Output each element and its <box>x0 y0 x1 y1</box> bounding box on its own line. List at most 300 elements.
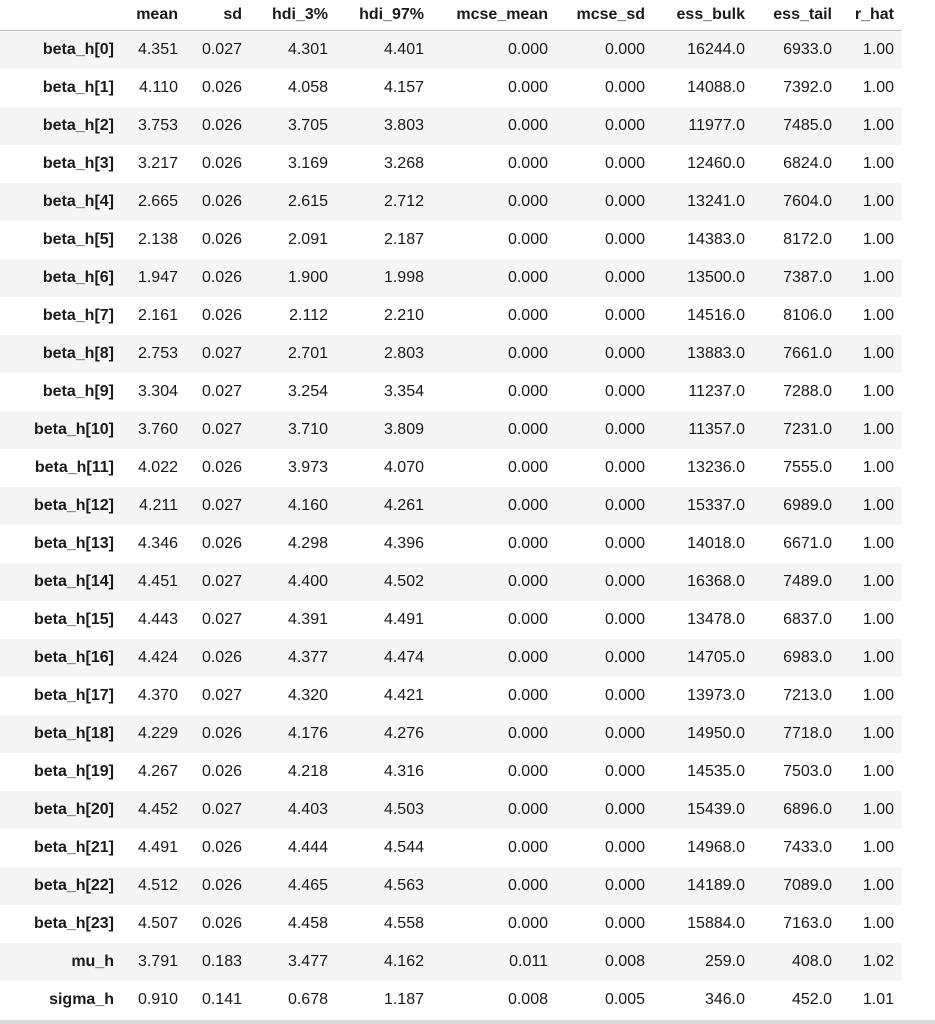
table-cell: 0.000 <box>507 193 548 210</box>
table-cell: 1.00 <box>862 79 894 96</box>
table-cell: 3.803 <box>383 117 424 134</box>
table-cell: 4.162 <box>383 953 424 970</box>
table-cell: 452.0 <box>791 991 832 1008</box>
table-cell: 0.027 <box>201 383 242 400</box>
table-cell: 3.477 <box>287 953 328 970</box>
table-cell: 1.187 <box>383 991 424 1008</box>
table-cell: 0.000 <box>604 155 645 172</box>
table-cell: 4.474 <box>383 649 424 666</box>
table-cell: 4.563 <box>383 877 424 894</box>
table-row <box>0 31 902 70</box>
table-cell: 13241.0 <box>687 193 745 210</box>
table-cell: 4.465 <box>287 877 328 894</box>
table-cell: 0.678 <box>287 991 328 1008</box>
row-label: beta_h[6] <box>42 269 114 286</box>
table-row <box>0 905 902 943</box>
table-cell: 2.187 <box>383 231 424 248</box>
table-cell: 2.712 <box>383 193 424 210</box>
table-cell: 6896.0 <box>783 801 832 818</box>
table-row <box>0 373 902 411</box>
table-row <box>0 221 902 259</box>
table-cell: 1.00 <box>862 193 894 210</box>
table-cell: 0.000 <box>604 839 645 856</box>
table-cell: 4.229 <box>137 725 178 742</box>
table-row <box>0 259 902 297</box>
table-cell: 4.443 <box>137 611 178 628</box>
table-cell: 0.000 <box>507 725 548 742</box>
table-cell: 1.00 <box>862 611 894 628</box>
table-cell: 6989.0 <box>783 497 832 514</box>
table-cell: 14088.0 <box>687 79 745 96</box>
bottom-divider <box>0 1020 935 1024</box>
table-cell: 1.998 <box>383 269 424 286</box>
table-cell: 0.000 <box>507 41 548 58</box>
table-cell: 0.000 <box>507 117 548 134</box>
table-row <box>0 601 902 639</box>
table-cell: 6824.0 <box>783 155 832 172</box>
table-cell: 7555.0 <box>783 459 832 476</box>
table-cell: 11357.0 <box>688 421 745 438</box>
table-cell: 0.000 <box>604 193 645 210</box>
table-cell: 0.000 <box>507 155 548 172</box>
table-cell: 1.947 <box>137 269 178 286</box>
table-cell: 2.803 <box>383 345 424 362</box>
table-cell: 0.027 <box>201 345 242 362</box>
table-cell: 0.000 <box>507 763 548 780</box>
table-cell: 2.701 <box>287 345 328 362</box>
table-cell: 0.000 <box>507 801 548 818</box>
table-cell: 0.000 <box>507 687 548 704</box>
table-cell: 0.011 <box>509 953 548 970</box>
table-row <box>0 335 902 373</box>
row-label: beta_h[19] <box>33 763 114 780</box>
table-cell: 0.000 <box>507 573 548 590</box>
table-cell: 6837.0 <box>783 611 832 628</box>
row-label: beta_h[9] <box>42 383 114 400</box>
table-cell: 0.000 <box>604 117 645 134</box>
table-row <box>0 411 902 449</box>
table-cell: 0.000 <box>507 649 548 666</box>
table-cell: 14383.0 <box>687 231 745 248</box>
table-cell: 0.000 <box>507 877 548 894</box>
table-cell: 4.160 <box>287 497 328 514</box>
table-cell: 2.138 <box>137 231 178 248</box>
table-cell: 4.261 <box>383 497 424 514</box>
table-cell: 14950.0 <box>687 725 745 742</box>
table-cell: 0.000 <box>507 535 548 552</box>
table-cell: 3.304 <box>137 383 178 400</box>
table-cell: 8106.0 <box>783 307 832 324</box>
row-label: beta_h[16] <box>33 649 114 666</box>
table-cell: 0.026 <box>201 915 242 932</box>
table-cell: 4.276 <box>383 725 424 742</box>
column-header-mcse-mean: mcse_mean <box>432 0 556 31</box>
table-cell: 14535.0 <box>687 763 745 780</box>
table-cell: 1.00 <box>862 269 894 286</box>
row-label: beta_h[7] <box>42 307 114 324</box>
row-label: beta_h[13] <box>33 535 114 552</box>
table-cell: 3.217 <box>137 155 178 172</box>
row-label: beta_h[18] <box>33 725 114 742</box>
table-cell: 0.000 <box>507 421 548 438</box>
column-header-ess-tail: ess_tail <box>753 0 840 31</box>
table-cell: 7718.0 <box>783 725 832 742</box>
table-cell: 0.000 <box>507 497 548 514</box>
table-cell: 13883.0 <box>687 345 745 362</box>
table-cell: 2.615 <box>287 193 328 210</box>
table-row <box>0 715 902 753</box>
table-row <box>0 449 902 487</box>
table-cell: 0.000 <box>604 801 645 818</box>
table-cell: 4.176 <box>287 725 328 742</box>
table-cell: 3.791 <box>137 953 178 970</box>
table-cell: 1.00 <box>862 801 894 818</box>
row-label: beta_h[15] <box>33 611 114 628</box>
table-cell: 1.00 <box>862 649 894 666</box>
table-cell: 0.000 <box>604 877 645 894</box>
table-cell: 8172.0 <box>783 231 832 248</box>
row-label: beta_h[3] <box>42 155 114 172</box>
table-cell: 1.00 <box>862 231 894 248</box>
table-cell: 11237.0 <box>688 383 745 400</box>
table-cell: 4.320 <box>287 687 328 704</box>
table-cell: 0.026 <box>201 877 242 894</box>
table-row <box>0 183 902 221</box>
table-cell: 0.027 <box>201 497 242 514</box>
column-header-ess-bulk: ess_bulk <box>653 0 753 31</box>
column-header-sd: sd <box>186 0 250 31</box>
table-cell: 1.00 <box>862 459 894 476</box>
table-cell: 1.00 <box>862 763 894 780</box>
table-cell: 3.809 <box>383 421 424 438</box>
table-cell: 0.026 <box>201 79 242 96</box>
table-cell: 1.00 <box>862 383 894 400</box>
table-cell: 1.00 <box>862 345 894 362</box>
table-cell: 7089.0 <box>783 877 832 894</box>
table-cell: 0.000 <box>604 269 645 286</box>
table-cell: 15439.0 <box>687 801 745 818</box>
table-cell: 4.370 <box>137 687 178 704</box>
table-cell: 0.026 <box>201 459 242 476</box>
table-cell: 4.403 <box>287 801 328 818</box>
table-cell: 0.026 <box>201 231 242 248</box>
table-cell: 7387.0 <box>783 269 832 286</box>
table-cell: 0.026 <box>201 117 242 134</box>
table-cell: 4.110 <box>139 79 178 96</box>
table-cell: 6933.0 <box>783 41 832 58</box>
table-cell: 4.267 <box>137 763 178 780</box>
table-cell: 346.0 <box>704 991 745 1008</box>
table-cell: 1.00 <box>862 307 894 324</box>
table-cell: 1.00 <box>862 839 894 856</box>
table-cell: 4.400 <box>287 573 328 590</box>
table-cell: 0.000 <box>604 421 645 438</box>
table-cell: 7288.0 <box>783 383 832 400</box>
table-cell: 2.753 <box>137 345 178 362</box>
row-label: beta_h[2] <box>42 117 114 134</box>
table-cell: 4.491 <box>137 839 178 856</box>
table-cell: 7433.0 <box>783 839 832 856</box>
table-cell: 1.00 <box>862 687 894 704</box>
table-cell: 0.026 <box>201 307 242 324</box>
table-cell: 6983.0 <box>783 649 832 666</box>
table-cell: 4.070 <box>383 459 424 476</box>
table-cell: 4.377 <box>287 649 328 666</box>
table-cell: 3.710 <box>287 421 328 438</box>
table-cell: 4.346 <box>137 535 178 552</box>
table-cell: 0.000 <box>507 345 548 362</box>
table-row <box>0 525 902 563</box>
table-cell: 0.000 <box>604 573 645 590</box>
table-cell: 7489.0 <box>783 573 832 590</box>
table-cell: 7604.0 <box>783 193 832 210</box>
table-cell: 7661.0 <box>783 345 832 362</box>
table-cell: 4.351 <box>137 41 178 58</box>
table-cell: 0.000 <box>604 497 645 514</box>
table-cell: 0.027 <box>201 41 242 58</box>
table-cell: 3.760 <box>137 421 178 438</box>
table-cell: 0.026 <box>201 269 242 286</box>
table-cell: 259.0 <box>704 953 745 970</box>
table-cell: 1.00 <box>862 421 894 438</box>
row-label: beta_h[4] <box>42 193 114 210</box>
table-cell: 0.026 <box>201 649 242 666</box>
table-cell: 4.558 <box>383 915 424 932</box>
row-label: beta_h[17] <box>33 687 114 704</box>
table-cell: 1.00 <box>862 573 894 590</box>
table-cell: 0.000 <box>604 79 645 96</box>
table-cell: 0.008 <box>507 991 548 1008</box>
table-cell: 0.183 <box>201 953 242 970</box>
table-row <box>0 829 902 867</box>
table-cell: 16244.0 <box>687 41 745 58</box>
table-cell: 2.112 <box>289 307 328 324</box>
table-cell: 7485.0 <box>783 117 832 134</box>
table-cell: 0.000 <box>507 79 548 96</box>
table-cell: 13236.0 <box>687 459 745 476</box>
table-cell: 7213.0 <box>783 687 832 704</box>
table-cell: 3.169 <box>287 155 328 172</box>
table-cell: 3.753 <box>137 117 178 134</box>
table-row <box>0 943 902 981</box>
table-row <box>0 297 902 335</box>
table-cell: 4.424 <box>137 649 178 666</box>
table-cell: 4.491 <box>383 611 424 628</box>
table-cell: 0.000 <box>604 345 645 362</box>
table-row <box>0 867 902 905</box>
table-cell: 3.254 <box>287 383 328 400</box>
table-cell: 0.000 <box>604 611 645 628</box>
table-header <box>0 0 902 31</box>
column-header-hdi-97-: hdi_97% <box>336 0 432 31</box>
index-header <box>0 0 122 31</box>
table-cell: 1.00 <box>862 117 894 134</box>
table-cell: 13478.0 <box>687 611 745 628</box>
header-row <box>0 0 902 31</box>
table-row <box>0 145 902 183</box>
column-header-mean: mean <box>122 0 186 31</box>
table-cell: 4.058 <box>287 79 328 96</box>
table-cell: 0.000 <box>604 383 645 400</box>
table-cell: 0.000 <box>604 307 645 324</box>
table-cell: 14705.0 <box>687 649 745 666</box>
table-cell: 4.458 <box>287 915 328 932</box>
table-cell: 4.022 <box>137 459 178 476</box>
table-cell: 11977.0 <box>688 117 745 134</box>
table-cell: 7231.0 <box>783 421 832 438</box>
table-cell: 0.000 <box>604 763 645 780</box>
column-header-r-hat: r_hat <box>840 0 902 31</box>
column-header-hdi-3-: hdi_3% <box>250 0 336 31</box>
table-cell: 1.00 <box>862 915 894 932</box>
table-cell: 13500.0 <box>687 269 745 286</box>
table-cell: 4.502 <box>383 573 424 590</box>
table-cell: 4.444 <box>287 839 328 856</box>
table-row <box>0 69 902 107</box>
table-cell: 0.000 <box>507 383 548 400</box>
row-label: sigma_h <box>49 991 114 1008</box>
table-row <box>0 563 902 601</box>
table-cell: 3.268 <box>383 155 424 172</box>
table-cell: 7392.0 <box>783 79 832 96</box>
table-cell: 0.000 <box>604 459 645 476</box>
table-cell: 0.000 <box>604 231 645 248</box>
table-cell: 4.401 <box>383 41 424 58</box>
table-cell: 0.027 <box>201 421 242 438</box>
table-cell: 7503.0 <box>783 763 832 780</box>
table-cell: 0.027 <box>201 611 242 628</box>
table-cell: 4.157 <box>383 79 424 96</box>
row-label: beta_h[23] <box>33 915 114 932</box>
table-cell: 0.026 <box>201 839 242 856</box>
column-header-mcse-sd: mcse_sd <box>556 0 653 31</box>
table-cell: 4.396 <box>383 535 424 552</box>
row-label: beta_h[5] <box>42 231 114 248</box>
table-row <box>0 753 902 791</box>
table-cell: 0.000 <box>507 915 548 932</box>
table-row <box>0 981 902 1019</box>
row-label: beta_h[1] <box>42 79 114 96</box>
table-cell: 0.027 <box>201 573 242 590</box>
table-cell: 0.141 <box>201 991 242 1008</box>
row-label: beta_h[21] <box>33 839 114 856</box>
table-cell: 0.000 <box>604 535 645 552</box>
row-label: beta_h[14] <box>33 573 114 590</box>
table-cell: 2.665 <box>137 193 178 210</box>
table-cell: 14968.0 <box>687 839 745 856</box>
table-cell: 14516.0 <box>687 307 745 324</box>
table-cell: 4.544 <box>383 839 424 856</box>
row-label: beta_h[0] <box>42 41 114 58</box>
table-cell: 3.354 <box>383 383 424 400</box>
table-cell: 0.000 <box>604 687 645 704</box>
row-label: beta_h[20] <box>33 801 114 818</box>
table-row <box>0 677 902 715</box>
table-cell: 0.000 <box>507 459 548 476</box>
table-cell: 2.210 <box>383 307 424 324</box>
table-cell: 0.026 <box>201 763 242 780</box>
table-cell: 1.00 <box>862 497 894 514</box>
table-row <box>0 639 902 677</box>
table-cell: 0.000 <box>507 839 548 856</box>
table-cell: 408.0 <box>791 953 832 970</box>
table-cell: 0.026 <box>201 535 242 552</box>
table-cell: 6671.0 <box>783 535 832 552</box>
table-cell: 4.507 <box>137 915 178 932</box>
table-row <box>0 791 902 829</box>
table-cell: 0.027 <box>201 801 242 818</box>
table-cell: 0.910 <box>137 991 178 1008</box>
table-cell: 4.451 <box>137 573 178 590</box>
table-cell: 4.421 <box>383 687 424 704</box>
table-cell: 12460.0 <box>687 155 745 172</box>
table-cell: 4.298 <box>287 535 328 552</box>
table-cell: 4.452 <box>137 801 178 818</box>
table-cell: 0.026 <box>201 193 242 210</box>
table-cell: 14189.0 <box>687 877 745 894</box>
row-label: beta_h[8] <box>42 345 114 362</box>
table-cell: 4.211 <box>139 497 178 514</box>
table-cell: 0.027 <box>201 687 242 704</box>
table-cell: 1.02 <box>862 953 894 970</box>
table-cell: 0.000 <box>604 41 645 58</box>
table-cell: 2.161 <box>137 307 178 324</box>
table-cell: 4.218 <box>287 763 328 780</box>
table-cell: 1.00 <box>862 535 894 552</box>
table-cell: 15337.0 <box>687 497 745 514</box>
table-cell: 0.000 <box>507 307 548 324</box>
table-cell: 0.000 <box>507 231 548 248</box>
table-row <box>0 487 902 525</box>
table-cell: 15884.0 <box>687 915 745 932</box>
table-cell: 0.000 <box>604 649 645 666</box>
table-cell: 3.973 <box>287 459 328 476</box>
row-label: beta_h[10] <box>33 421 114 438</box>
row-label: beta_h[12] <box>33 497 114 514</box>
table-cell: 0.008 <box>604 953 645 970</box>
table-cell: 0.000 <box>604 915 645 932</box>
row-label: beta_h[11] <box>34 459 114 476</box>
table-cell: 0.005 <box>604 991 645 1008</box>
table-cell: 1.00 <box>862 877 894 894</box>
table-cell: 14018.0 <box>687 535 745 552</box>
table-cell: 4.301 <box>287 41 328 58</box>
table-cell: 16368.0 <box>687 573 745 590</box>
table-cell: 4.316 <box>383 763 424 780</box>
table-cell: 3.705 <box>287 117 328 134</box>
table-cell: 1.01 <box>862 991 894 1008</box>
row-label: mu_h <box>71 953 114 970</box>
table-cell: 4.512 <box>137 877 178 894</box>
table-cell: 4.503 <box>383 801 424 818</box>
table-cell: 0.026 <box>201 725 242 742</box>
table-cell: 2.091 <box>287 231 328 248</box>
table-row <box>0 107 902 145</box>
table-cell: 1.900 <box>287 269 328 286</box>
table-cell: 1.00 <box>862 725 894 742</box>
table-cell: 13973.0 <box>687 687 745 704</box>
table-cell: 7163.0 <box>783 915 832 932</box>
table-cell: 1.00 <box>862 41 894 58</box>
table-cell: 1.00 <box>862 155 894 172</box>
table-cell: 0.000 <box>604 725 645 742</box>
table-body <box>0 31 902 1020</box>
table-cell: 0.026 <box>201 155 242 172</box>
table-cell: 4.391 <box>287 611 328 628</box>
table-cell: 0.000 <box>507 269 548 286</box>
table-cell: 0.000 <box>507 611 548 628</box>
row-label: beta_h[22] <box>33 877 114 894</box>
